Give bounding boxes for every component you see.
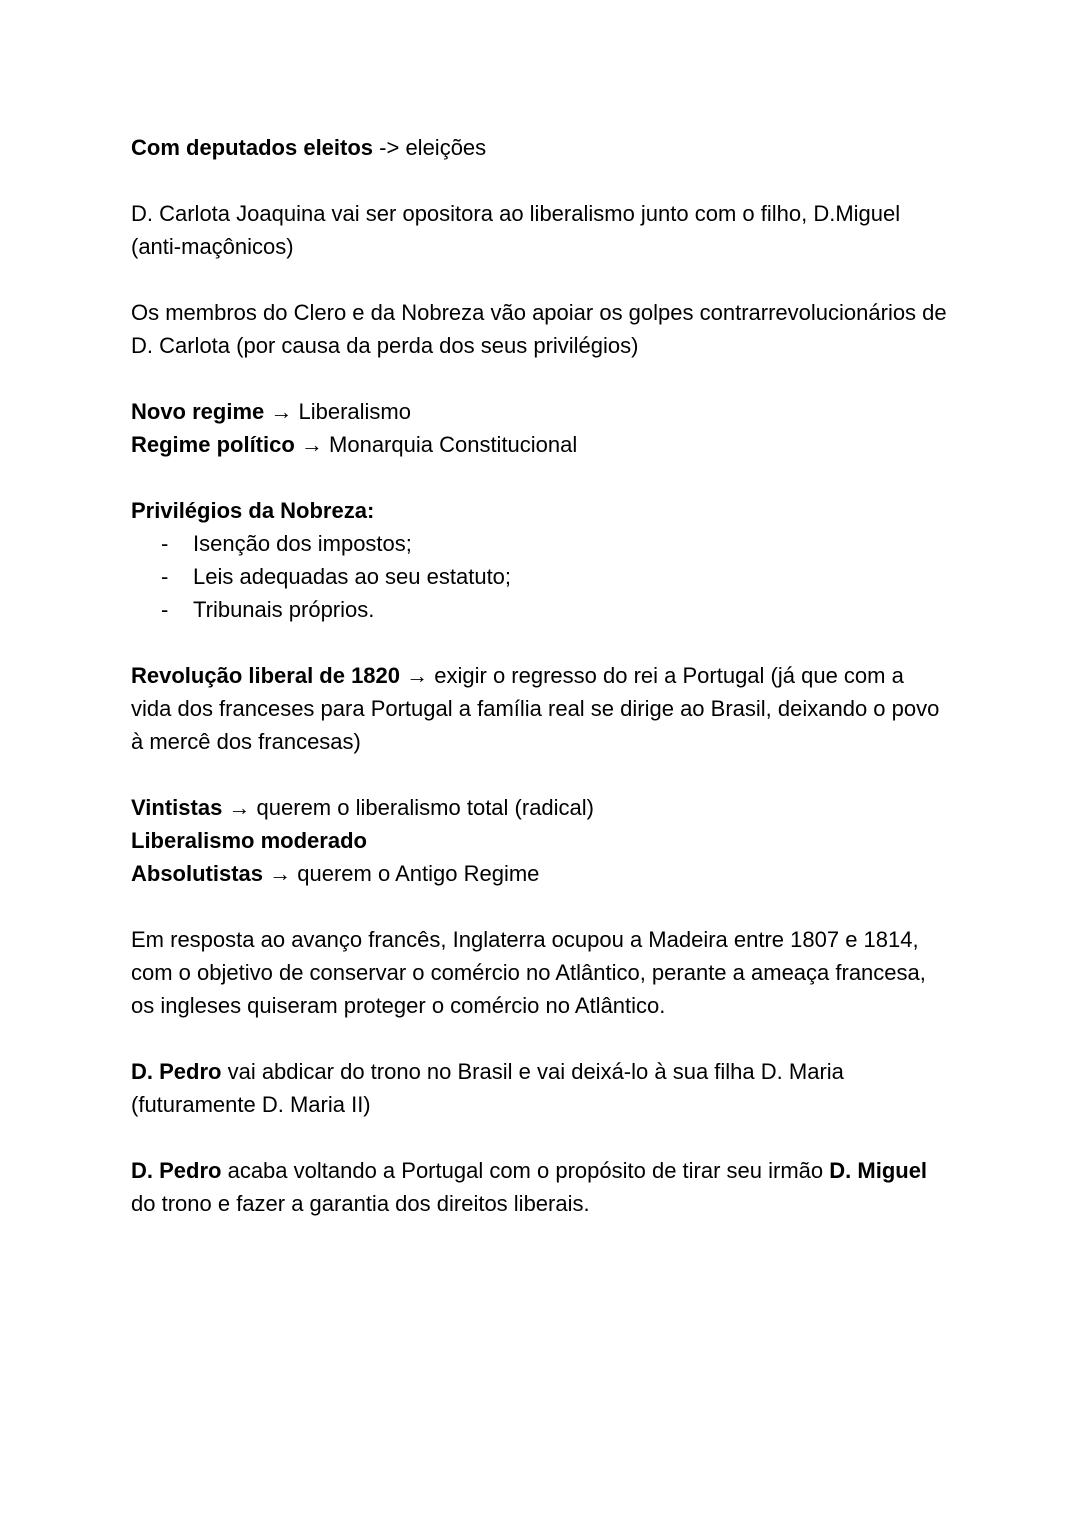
text-segment: → querem o Antigo Regime xyxy=(263,861,540,886)
text-segment: → exigir o regresso do rei a Portugal (já que com a vida dos franceses para Portugal a família real se dirige ao Brasil, deixando o povo à mercê dos francesas) xyxy=(131,663,940,754)
list-bullet: - xyxy=(161,597,169,622)
paragraph xyxy=(131,296,950,362)
document-content xyxy=(131,131,950,1220)
bold-text-segment: Absolutistas xyxy=(131,861,264,886)
bold-text-segment: Revolução liberal de 1820 xyxy=(131,663,401,688)
bold-text-segment: Novo regime xyxy=(131,399,265,424)
list-bullet: - xyxy=(161,531,169,556)
paragraph-line xyxy=(131,857,950,890)
paragraph-line xyxy=(131,659,950,758)
paragraph xyxy=(131,1055,950,1121)
paragraph xyxy=(131,791,950,890)
paragraph xyxy=(131,923,950,1022)
paragraph xyxy=(131,197,950,263)
list-item xyxy=(131,593,950,626)
bold-text-segment: D. Pedro xyxy=(131,1158,222,1183)
text-segment: Em resposta ao avanço francês, Inglaterra ocupou a Madeira entre 1807 e 1814, com o objetivo de conservar o comércio no Atlântico, perante a ameaça francesa, os ingleses quiseram proteger o comércio no Atlântico. xyxy=(131,927,926,1018)
list-item xyxy=(131,560,950,593)
bold-text-segment: Com deputados eleitos xyxy=(131,135,374,160)
paragraph-line xyxy=(131,131,950,164)
list-item-text: Leis adequadas ao seu estatuto; xyxy=(193,564,512,589)
paragraph xyxy=(131,131,950,164)
list-item-text: Tribunais próprios. xyxy=(193,597,375,622)
text-segment: D. Carlota Joaquina vai ser opositora ao liberalismo junto com o filho, D.Miguel (anti-maçônicos) xyxy=(131,201,901,259)
paragraph-line xyxy=(131,197,950,263)
paragraph xyxy=(131,659,950,758)
text-segment: acaba voltando a Portugal com o propósito de tirar seu irmão xyxy=(221,1158,830,1183)
list-bullet: - xyxy=(161,564,169,589)
text-segment: -> eleições xyxy=(373,135,487,160)
bold-text-segment: Liberalismo moderado xyxy=(131,828,367,853)
text-segment: do trono e fazer a garantia dos direitos liberais. xyxy=(131,1191,590,1216)
paragraph xyxy=(131,395,950,461)
text-segment: → Monarquia Constitucional xyxy=(294,432,578,457)
bold-text-segment: Regime político xyxy=(131,432,295,457)
paragraph-line xyxy=(131,428,950,461)
text-segment: Os membros do Clero e da Nobreza vão apoiar os golpes contrarrevolucionários de D. Carlota (por causa da perda dos seus privilégios) xyxy=(131,300,947,358)
paragraph-line xyxy=(131,494,950,527)
paragraph xyxy=(131,1154,950,1220)
paragraph xyxy=(131,494,950,527)
bold-text-segment: D. Pedro xyxy=(131,1059,222,1084)
bold-text-segment: Vintistas xyxy=(131,795,223,820)
paragraph-line xyxy=(131,791,950,824)
paragraph-line xyxy=(131,1055,950,1121)
paragraph-line xyxy=(131,1154,950,1220)
bullet-list xyxy=(131,527,950,626)
bold-text-segment: Privilégios da Nobreza: xyxy=(131,498,375,523)
list-item xyxy=(131,527,950,560)
list-item-text: Isenção dos impostos; xyxy=(193,531,412,556)
text-segment: → Liberalismo xyxy=(264,399,411,424)
text-segment: → querem o liberalismo total (radical) xyxy=(222,795,595,820)
text-segment: vai abdicar do trono no Brasil e vai deixá-lo à sua filha D. Maria (futuramente D. Maria II) xyxy=(131,1059,844,1117)
paragraph-line xyxy=(131,824,950,857)
bold-text-segment: D. Miguel xyxy=(829,1158,928,1183)
paragraph-line xyxy=(131,923,950,1022)
paragraph-line xyxy=(131,296,950,362)
paragraph-line xyxy=(131,395,950,428)
